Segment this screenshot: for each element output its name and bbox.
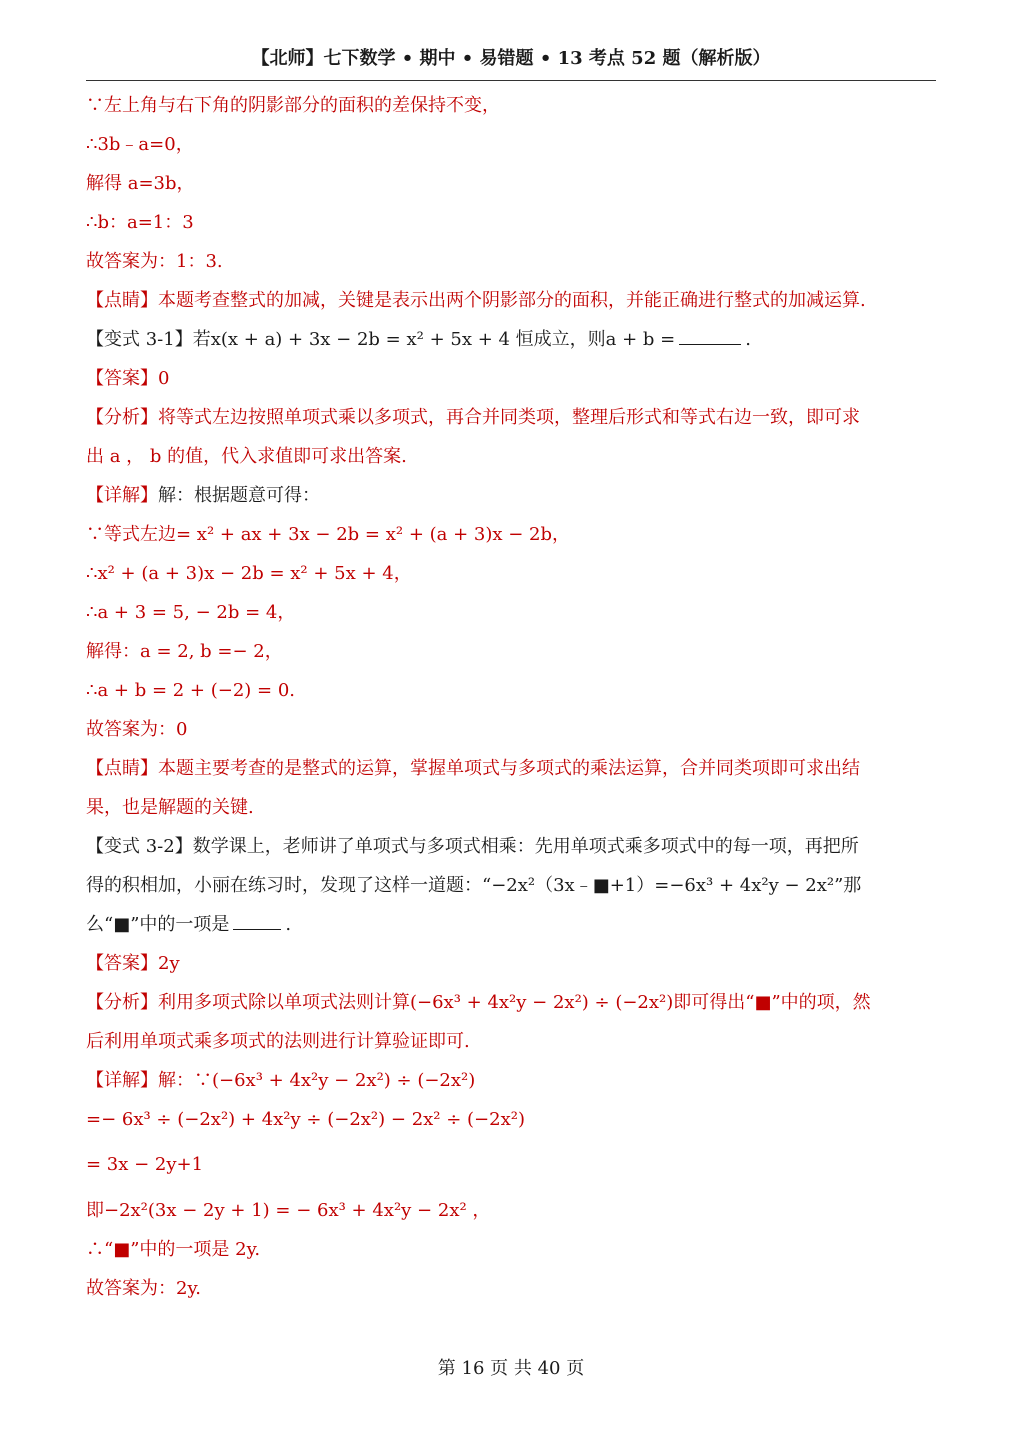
solution-line: ∴b：a=1：3: [86, 212, 194, 233]
page-header-title: 【北师】七下数学 • 期中 • 易错题 • 13 考点 52 题（解析版）: [251, 48, 771, 69]
solution-line: ∴“■”中的一项是 2y.: [86, 1239, 261, 1260]
comment-line: 果，也是解题的关键.: [86, 797, 254, 818]
detail-text: 解：∵(−6x³ + 4x²y − 2x²) ÷ (−2x²): [158, 1070, 476, 1091]
answer-tag: 【答案】: [86, 368, 158, 389]
question-line: [86, 905, 936, 944]
header-divider: [86, 80, 936, 81]
answer-value: 2y: [158, 953, 180, 974]
question-end: .: [745, 329, 751, 350]
solution-line: 即−2x²(3x − 2y + 1) = − 6x³ + 4x²y − 2x² ，: [86, 1200, 491, 1221]
question-3-1: [86, 320, 936, 359]
document-body: [86, 86, 936, 1308]
comment-line: 【点睛】本题考查整式的加减，关键是表示出两个阴影部分的面积，并能正确进行整式的加减运算.: [86, 290, 866, 311]
answer-3-1: [86, 359, 936, 398]
question-tag: 【变式 3-1】: [86, 329, 193, 350]
answer-blank: [233, 915, 281, 930]
answer-value: 0: [158, 368, 170, 389]
question-end: .: [285, 914, 292, 935]
analysis-line: 【分析】将等式左边按照单项式乘以多项式，再合并同类项，整理后形式和等式右边一致，即可求: [86, 407, 860, 428]
answer-3-2: [86, 944, 936, 983]
question-text: 数学课上，老师讲了单项式与多项式相乘：先用单项式乘多项式中的每一项，再把所: [192, 836, 859, 857]
question-text: 么“■”中的一项是: [86, 914, 230, 935]
analysis-line: 后利用单项式乘多项式的法则进行计算验证即可.: [86, 1031, 470, 1052]
answer-tag: 【答案】: [86, 953, 158, 974]
solution-line: ∴3b﹣a=0，: [86, 134, 194, 155]
solution-line: ∵左上角与右下角的阴影部分的面积的差保持不变，: [86, 95, 500, 116]
answer-line: 故答案为：0: [86, 719, 188, 740]
answer-line: 故答案为：2y.: [86, 1278, 201, 1299]
detail-text: 解：根据题意可得：: [158, 485, 320, 506]
solution-line: ∴a + 3 = 5, − 2b = 4，: [86, 602, 296, 623]
answer-line: 故答案为：1：3.: [86, 251, 223, 272]
question-3-2: [86, 827, 936, 866]
detail-line: [86, 476, 936, 515]
solution-line: ∴a + b = 2 + (−2) = 0.: [86, 680, 296, 701]
solution-line: 解得：a = 2, b =− 2，: [86, 641, 283, 662]
detail-tag: 【详解】: [86, 1070, 158, 1091]
analysis-line: 出 a ， b 的值，代入求值即可求出答案.: [86, 446, 407, 467]
detail-line: [86, 1061, 936, 1100]
analysis-line: 【分析】利用多项式除以单项式法则计算(−6x³ + 4x²y − 2x²) ÷ (−2x²)即可得出“■”中的项，然: [86, 992, 871, 1013]
solution-line: ∴x² + (a + 3)x − 2b = x² + 5x + 4，: [86, 563, 412, 584]
solution-line: = 3x − 2y+1: [86, 1154, 204, 1175]
question-tag: 【变式 3-2】: [86, 836, 193, 857]
comment-line: 【点睛】本题主要考查的是整式的运算，掌握单项式与多项式的乘法运算，合并同类项即可求出结: [86, 758, 860, 779]
question-line: 得的积相加，小丽在练习时，发现了这样一道题：“−2x²（3x﹣■+1）=−6x³ + 4x²y − 2x²”那: [86, 875, 862, 896]
question-text: 若x(x + a) + 3x − 2b = x² + 5x + 4 恒成立，则a + b =: [192, 329, 676, 350]
page-number: 第 16 页 共 40 页: [437, 1358, 585, 1379]
solution-line: =− 6x³ ÷ (−2x²) + 4x²y ÷ (−2x²) − 2x² ÷ (−2x²): [86, 1109, 525, 1130]
solution-line: ∵等式左边= x² + ax + 3x − 2b = x² + (a + 3)x − 2b，: [86, 524, 571, 545]
detail-tag: 【详解】: [86, 485, 158, 506]
answer-blank: [679, 330, 741, 345]
solution-line: 解得 a=3b，: [86, 173, 195, 194]
